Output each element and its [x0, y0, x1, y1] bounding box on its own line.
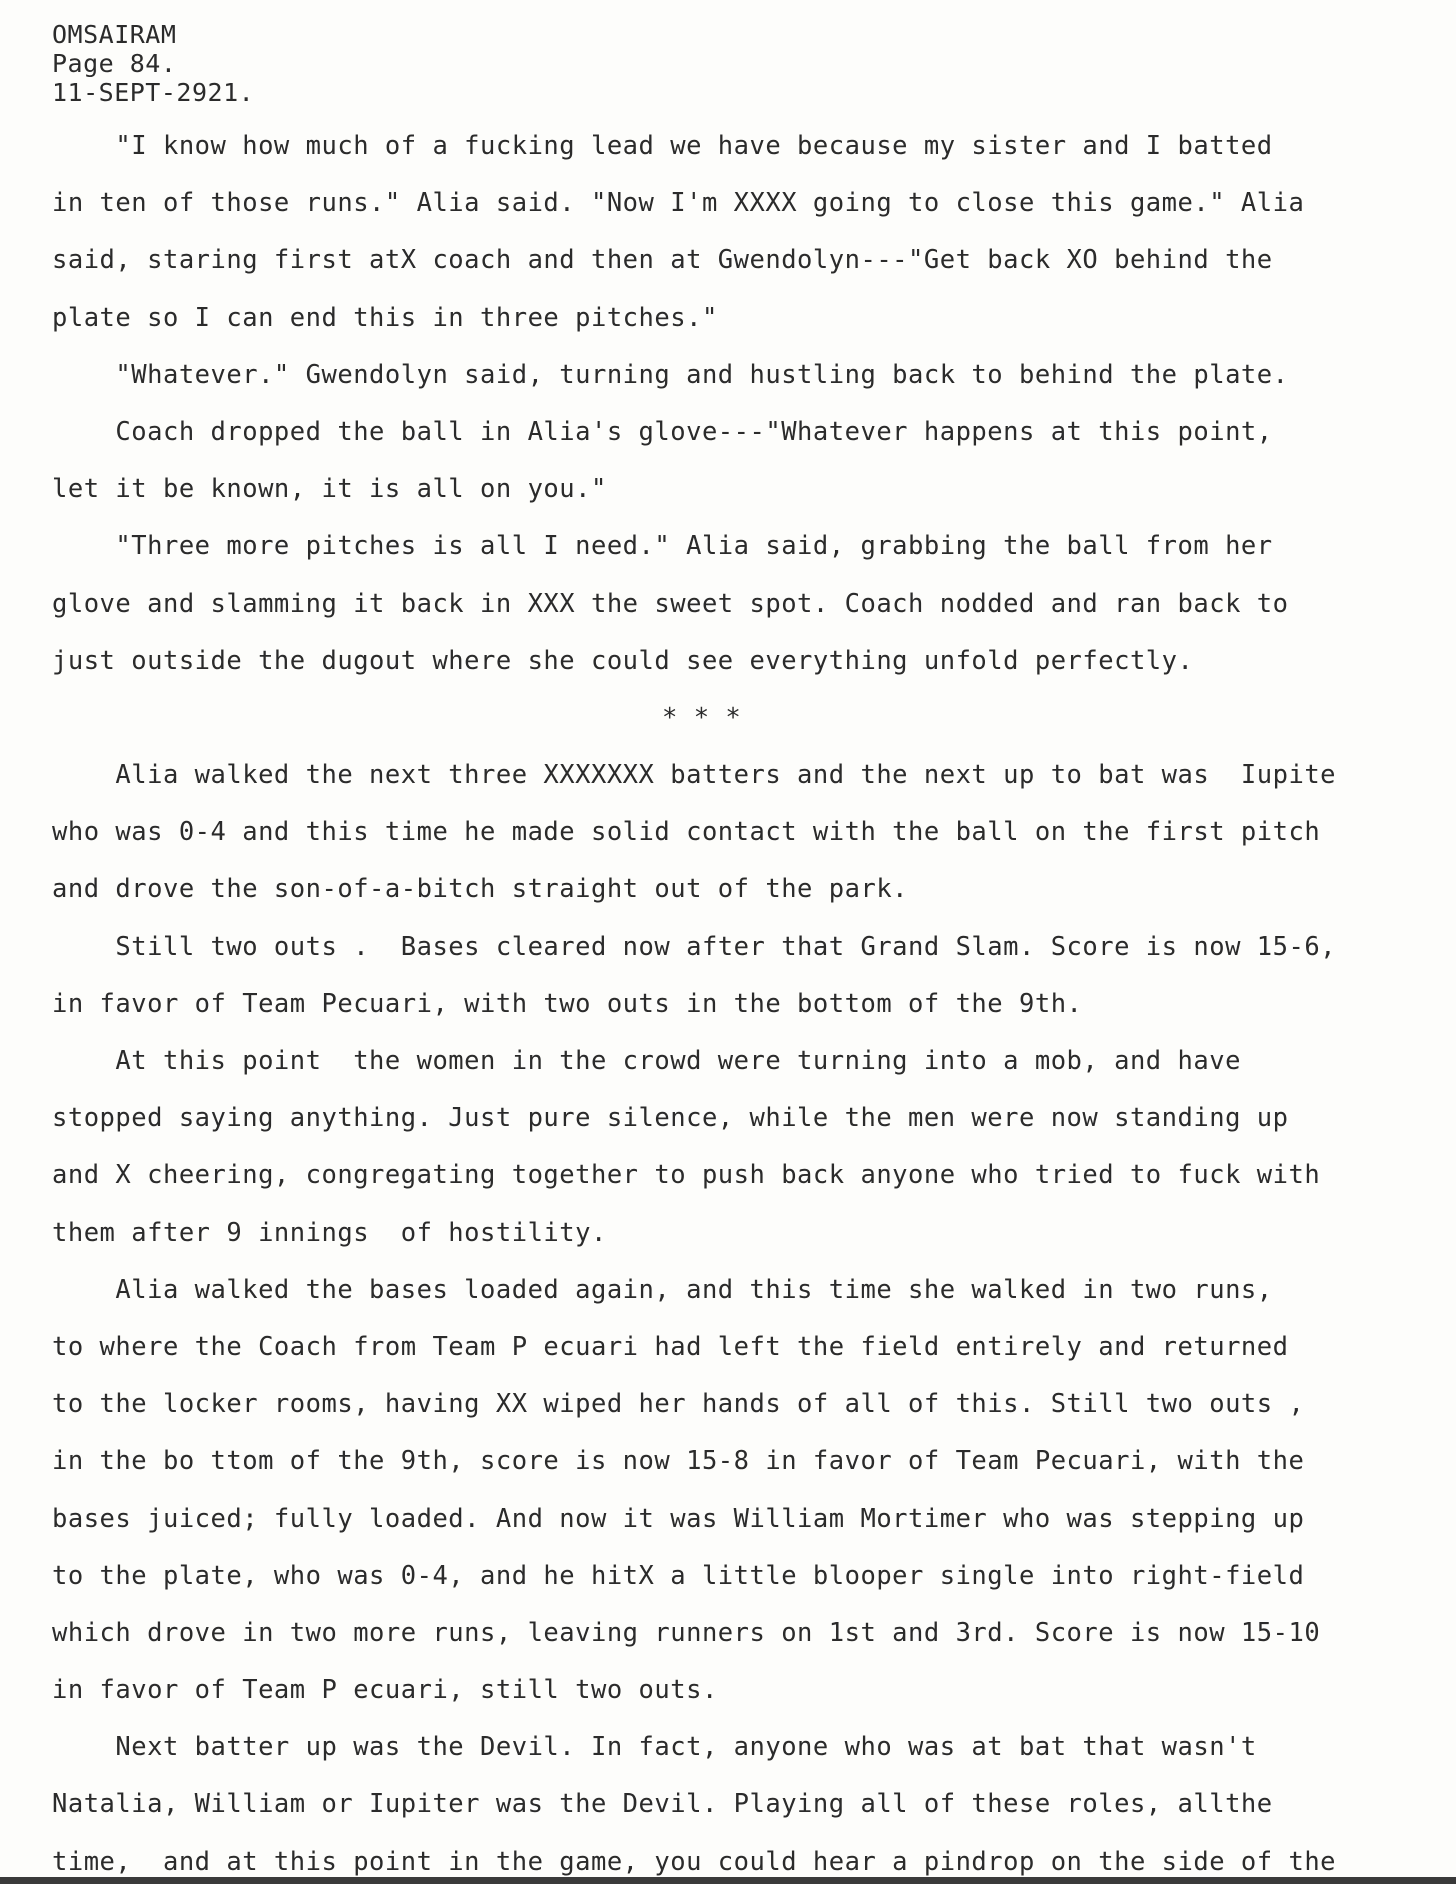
- text-line: Still two outs . Bases cleared now after that Grand Slam. Score is now 15-6,: [52, 931, 1337, 962]
- text-line: Alia walked the next three XXXXXXX batters and the next up to bat was Iupite: [52, 760, 1337, 791]
- text-line: stopped saying anything. Just pure silence, while the men were now standing up: [52, 1103, 1289, 1134]
- text-line: which drove in two more runs, leaving runners on 1st and 3rd. Score is now 15-10: [52, 1617, 1321, 1648]
- text-line: time, and at this point in the game, you could hear a pindrop on the side of the: [52, 1846, 1337, 1877]
- text-line: and X cheering, congregating together to push back anyone who tried to fuck with: [52, 1160, 1321, 1191]
- text-line: who was 0-4 and this time he made solid contact with the ball on the first pitch: [52, 817, 1321, 848]
- manuscript-body: [52, 118, 1452, 1891]
- text-line: them after 9 innings of hostility.: [52, 1217, 607, 1248]
- text-line: in the bo ttom of the 9th, score is now 15-8 in favor of Team Pecuari, with the: [52, 1446, 1305, 1477]
- text-line: glove and slamming it back in XXX the sweet spot. Coach nodded and ran back to: [52, 588, 1289, 619]
- text-line: said, staring first atX coach and then at Gwendolyn---"Get back XO behind the: [52, 245, 1273, 276]
- text-line: to the plate, who was 0-4, and he hitX a little blooper single into right-field: [52, 1560, 1305, 1591]
- text-line: and drove the son-of-a-bitch straight out of the park.: [52, 874, 909, 905]
- text-line: just outside the dugout where she could see everything unfold perfectly.: [52, 645, 1194, 676]
- text-line: "Three more pitches is all I need." Alia said, grabbing the ball from her: [52, 531, 1273, 562]
- text-line: in ten of those runs." Alia said. "Now I'm XXXX going to close this game." Alia: [52, 188, 1305, 219]
- text-line: to where the Coach from Team P ecuari had left the field entirely and returned: [52, 1331, 1289, 1362]
- header-page-number: Page 84.: [52, 49, 177, 78]
- page-header: [52, 20, 254, 107]
- text-line: Natalia, William or Iupiter was the Devil. Playing all of these roles, allthe: [52, 1789, 1273, 1820]
- header-date: 11-SEPT-2921.: [52, 78, 255, 107]
- text-line: At this point the women in the crowd were turning into a mob, and have: [52, 1046, 1241, 1076]
- text-line: Next batter up was the Devil. In fact, anyone who was at bat that wasn't: [52, 1732, 1257, 1763]
- text-line: Coach dropped the ball in Alia's glove---"Whatever happens at this point,: [52, 416, 1273, 447]
- header-title: OMSAIRAM: [52, 20, 177, 49]
- text-line: Alia walked the bases loaded again, and this time she walked in two runs,: [52, 1274, 1273, 1305]
- text-line: in favor of Team Pecuari, with two outs in the bottom of the 9th.: [52, 988, 1083, 1019]
- scan-bottom-edge: [0, 1877, 1456, 1884]
- text-line: in favor of Team P ecuari, still two outs.: [52, 1675, 718, 1706]
- text-line: to the locker rooms, having XX wiped her hands of all of this. Still two outs ,: [52, 1389, 1305, 1420]
- section-separator: * * *: [662, 702, 742, 733]
- text-line: "I know how much of a fucking lead we have because my sister and I batted: [52, 131, 1273, 161]
- text-line: plate so I can end this in three pitches.": [52, 302, 718, 333]
- text-line: "Whatever." Gwendolyn said, turning and hustling back to behind the plate.: [52, 359, 1289, 390]
- text-line: bases juiced; fully loaded. And now it was William Mortimer who was stepping up: [52, 1503, 1305, 1534]
- text-line: let it be known, it is all on you.": [52, 474, 607, 505]
